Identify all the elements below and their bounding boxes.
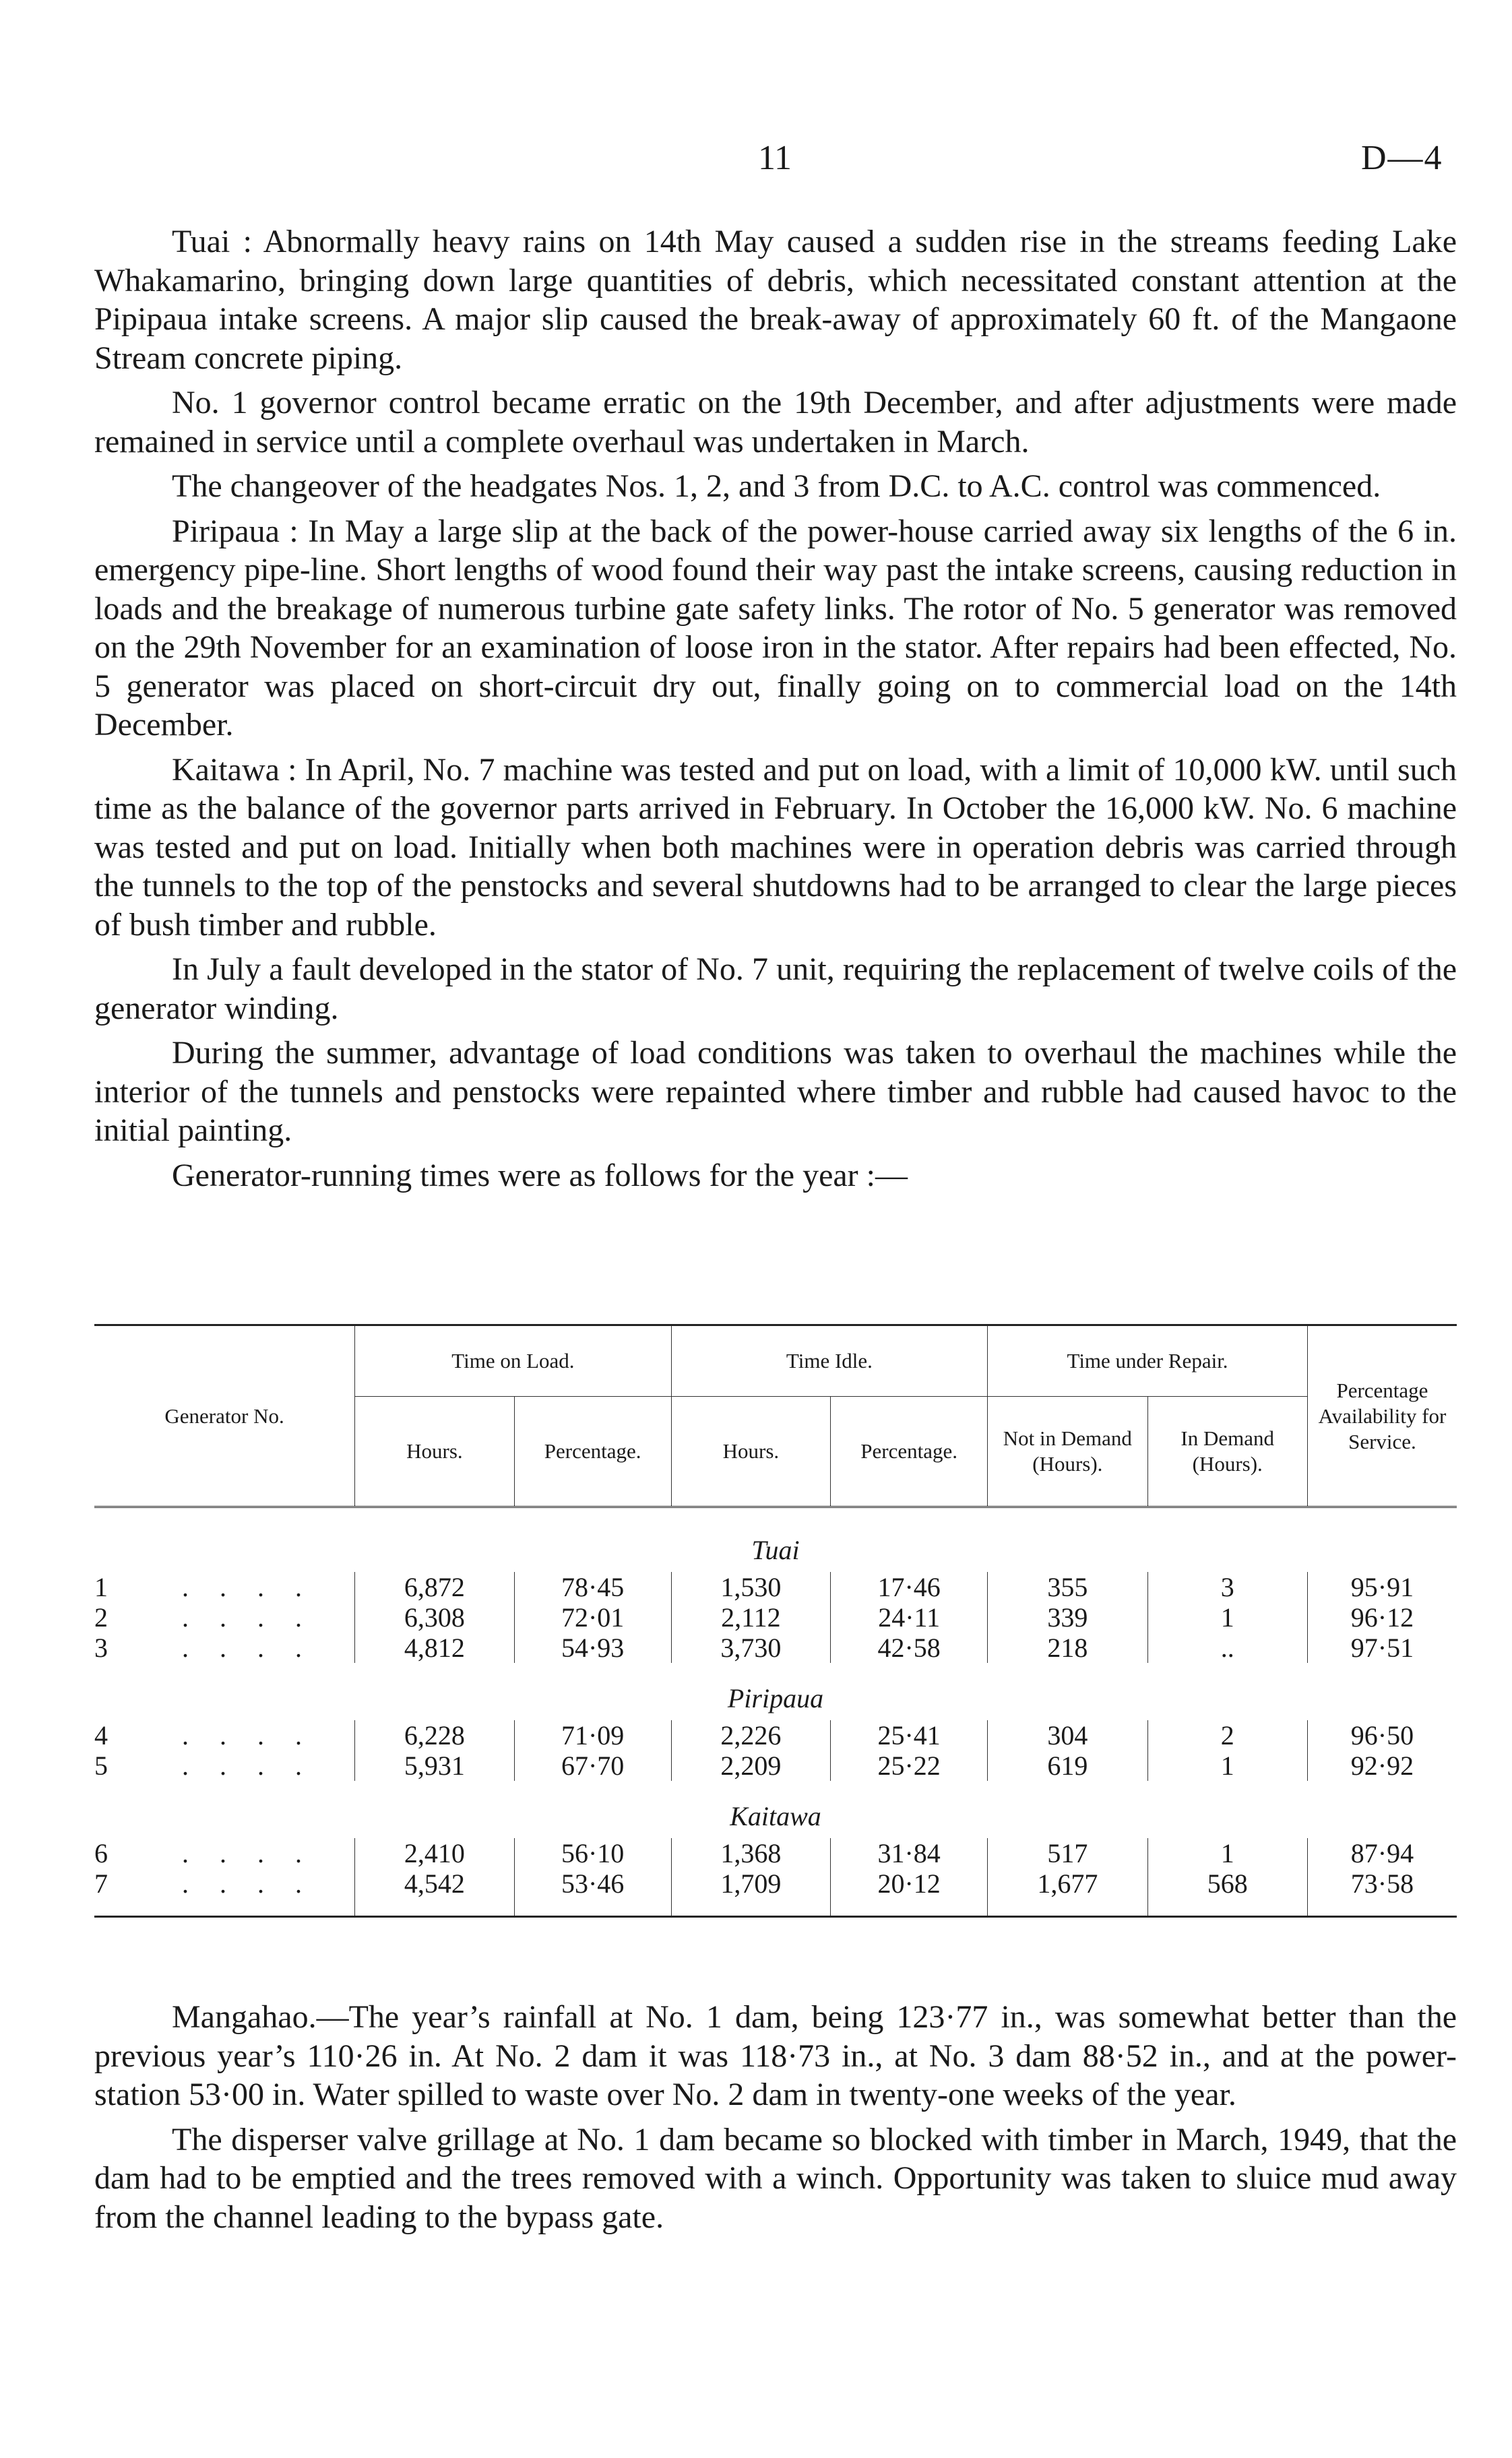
table-row xyxy=(94,1838,1457,1868)
generator-number: 4 . . . . xyxy=(94,1720,314,1751)
generator-number: 7 . . . . xyxy=(94,1868,314,1899)
in-demand-hours: 2 xyxy=(1147,1720,1307,1751)
load-hours: 5,931 xyxy=(355,1751,515,1781)
paragraph-tuai: Tuai : Abnormally heavy rains on 14th May caused a sudden rise in the streams feeding Lake Whakamarino, bringing down large quantities of debris, which necessitated constant attention at the Pipipaua intake screens. A major slip caused the break-away of approximately 60 ft. of the Mangaone Stream concrete piping. xyxy=(94,224,1457,376)
header-generator: Generator No. xyxy=(94,1325,355,1507)
load-percentage: 71·09 xyxy=(514,1720,671,1751)
document-code: D—4 xyxy=(1361,139,1443,177)
header-load-hours: Hours. xyxy=(355,1397,515,1507)
load-hours: 4,812 xyxy=(355,1633,515,1663)
header-not-in-demand: Not in Demand (Hours). xyxy=(988,1397,1147,1507)
table-row xyxy=(94,1720,1457,1751)
availability-percentage: 96·12 xyxy=(1307,1602,1457,1633)
leader-dots: . . . . xyxy=(182,1868,314,1899)
idle-hours: 1,530 xyxy=(671,1572,831,1602)
in-demand-hours: 3 xyxy=(1147,1572,1307,1602)
availability-percentage: 73·58 xyxy=(1307,1868,1457,1917)
idle-percentage: 20·12 xyxy=(831,1868,988,1917)
generator-running-table xyxy=(94,1324,1457,1918)
load-percentage: 78·45 xyxy=(514,1572,671,1602)
idle-hours: 1,368 xyxy=(671,1838,831,1868)
generator-number: 3 . . . . xyxy=(94,1633,314,1663)
group-label-kaitawa: Kaitawa xyxy=(730,1801,821,1831)
in-demand-hours: .. xyxy=(1147,1633,1307,1663)
load-percentage: 67·70 xyxy=(514,1751,671,1781)
idle-percentage: 24·11 xyxy=(831,1602,988,1633)
generator-number: 1 . . . . xyxy=(94,1572,314,1602)
paragraph-disperser-valve: The disperser valve grillage at No. 1 dam became so blocked with timber in March, 1949, that the dam had to be emptied and the trees removed with a winch. Opportunity was taken to sluice mud away from the channel leading to the bypass gate. xyxy=(94,2121,1457,2235)
leader-dots: . . . . xyxy=(182,1572,314,1602)
body-text-top xyxy=(94,222,1457,1195)
idle-percentage: 25·22 xyxy=(831,1751,988,1781)
leader-dots: . . . . xyxy=(182,1838,314,1868)
not-in-demand-hours: 339 xyxy=(988,1602,1147,1633)
header-in-demand: In Demand (Hours). xyxy=(1147,1397,1307,1507)
paragraph-stator-fault: In July a fault developed in the stator of No. 7 unit, requiring the replacement of twelve coils of the generator winding. xyxy=(94,951,1457,1026)
load-hours: 2,410 xyxy=(355,1838,515,1868)
not-in-demand-hours: 619 xyxy=(988,1751,1147,1781)
load-hours: 6,872 xyxy=(355,1572,515,1602)
idle-hours: 2,226 xyxy=(671,1720,831,1751)
load-percentage: 53·46 xyxy=(514,1868,671,1917)
generator-number: 2 . . . . xyxy=(94,1602,314,1633)
idle-hours: 3,730 xyxy=(671,1633,831,1663)
page-number: 11 xyxy=(757,139,792,177)
load-percentage: 56·10 xyxy=(514,1838,671,1868)
in-demand-hours: 1 xyxy=(1147,1602,1307,1633)
idle-hours: 2,112 xyxy=(671,1602,831,1633)
header-time-under-repair: Time under Repair. xyxy=(988,1325,1308,1397)
load-hours: 6,228 xyxy=(355,1720,515,1751)
table-row xyxy=(94,1868,1457,1917)
not-in-demand-hours: 355 xyxy=(988,1572,1147,1602)
paragraph-headgates: The changeover of the headgates Nos. 1, 2, and 3 from D.C. to A.C. control was commenced. xyxy=(172,468,1381,504)
paragraph-summer-overhaul: During the summer, advantage of load conditions was taken to overhaul the machines while the interior of the tunnels and penstocks were repainted where timber and rubble had caused havoc to the initial painting. xyxy=(94,1035,1457,1148)
paragraph-piripaua: Piripaua : In May a large slip at the back of the power-house carried away six lengths of the 6 in. emergency pipe-line. Short lengths of wood found their way past the intake screens, causing reduction in loads and the breakage of numerous turbine gate safety links. The rotor of No. 5 generator was removed on the 29th November for an examination of loose iron in the stator. After repairs had been effected, No. 5 generator was placed on short-circuit dry out, finally going on to commercial load on the 14th December. xyxy=(94,513,1457,743)
availability-percentage: 97·51 xyxy=(1307,1633,1457,1663)
availability-percentage: 92·92 xyxy=(1307,1751,1457,1781)
table-row xyxy=(94,1572,1457,1602)
availability-percentage: 96·50 xyxy=(1307,1720,1457,1751)
body-text-bottom xyxy=(94,1998,1457,2242)
load-percentage: 54·93 xyxy=(514,1633,671,1663)
idle-percentage: 25·41 xyxy=(831,1720,988,1751)
table-row xyxy=(94,1602,1457,1633)
idle-percentage: 42·58 xyxy=(831,1633,988,1663)
availability-percentage: 87·94 xyxy=(1307,1838,1457,1868)
leader-dots: . . . . xyxy=(182,1720,314,1751)
leader-dots: . . . . xyxy=(182,1602,314,1633)
paragraph-mangahao: Mangahao.—The year’s rainfall at No. 1 dam, being 123·77 in., was somewhat better than the previous year’s 110·26 in. At No. 2 dam it was 118·73 in., at No. 3 dam 88·52 in., and at the power-station 53·00 in. Water spilled to waste over No. 2 dam in twenty-one weeks of the year. xyxy=(94,1999,1457,2112)
header-time-on-load: Time on Load. xyxy=(355,1325,672,1397)
group-label-piripaua: Piripaua xyxy=(727,1683,824,1713)
idle-percentage: 17·46 xyxy=(831,1572,988,1602)
load-percentage: 72·01 xyxy=(514,1602,671,1633)
in-demand-hours: 568 xyxy=(1147,1868,1307,1917)
availability-percentage: 95·91 xyxy=(1307,1572,1457,1602)
not-in-demand-hours: 218 xyxy=(988,1633,1147,1663)
idle-percentage: 31·84 xyxy=(831,1838,988,1868)
not-in-demand-hours: 304 xyxy=(988,1720,1147,1751)
table-row xyxy=(94,1751,1457,1781)
not-in-demand-hours: 1,677 xyxy=(988,1868,1147,1917)
header-load-percentage: Percentage. xyxy=(514,1397,671,1507)
in-demand-hours: 1 xyxy=(1147,1751,1307,1781)
paragraph-table-intro: Generator-running times were as follows for the year :— xyxy=(172,1157,908,1193)
leader-dots: . . . . xyxy=(182,1751,314,1781)
generator-number: 6 . . . . xyxy=(94,1838,314,1868)
not-in-demand-hours: 517 xyxy=(988,1838,1147,1868)
header-idle-percentage: Percentage. xyxy=(831,1397,988,1507)
leader-dots: . . . . xyxy=(182,1633,314,1663)
load-hours: 4,542 xyxy=(355,1868,515,1917)
paragraph-kaitawa: Kaitawa : In April, No. 7 machine was tested and put on load, with a limit of 10,000 kW. until such time as the balance of the governor parts arrived in February. In October the 16,000 kW. No. 6 machine was tested and put on load. Initially when both machines were in operation debris was carried through the tunnels to the top of the penstocks and several shutdowns had to be arranged to clear the large pieces of bush timber and rubble. xyxy=(94,751,1457,943)
paragraph-governor: No. 1 governor control became erratic on the 19th December, and after adjustments were made remained in service until a complete overhaul was undertaken in March. xyxy=(94,385,1457,460)
header-time-idle: Time Idle. xyxy=(671,1325,988,1397)
header-availability: Percentage Availability for Service. xyxy=(1307,1325,1457,1507)
group-label-tuai: Tuai xyxy=(751,1535,800,1565)
table-row xyxy=(94,1633,1457,1663)
idle-hours: 1,709 xyxy=(671,1868,831,1917)
load-hours: 6,308 xyxy=(355,1602,515,1633)
generator-number: 5 . . . . xyxy=(94,1751,314,1781)
in-demand-hours: 1 xyxy=(1147,1838,1307,1868)
header-idle-hours: Hours. xyxy=(671,1397,831,1507)
idle-hours: 2,209 xyxy=(671,1751,831,1781)
